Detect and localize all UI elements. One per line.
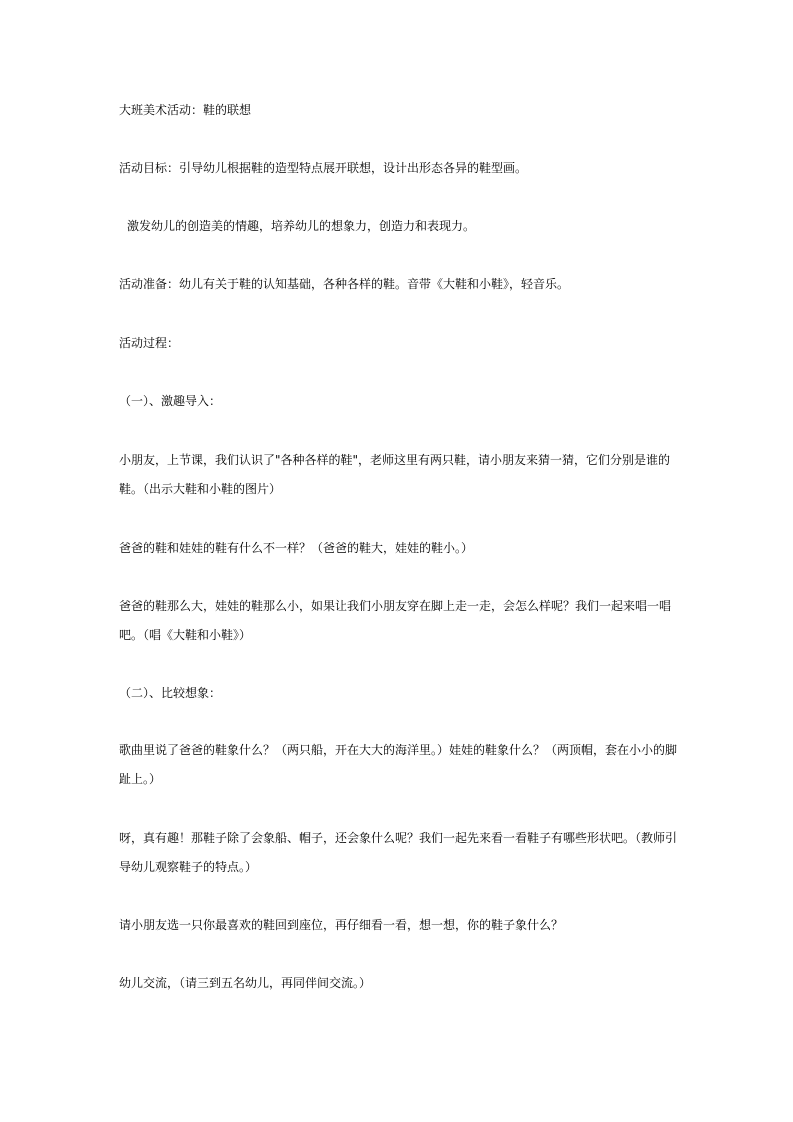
- paragraph-choose: 请小朋友选一只你最喜欢的鞋回到座位，再仔细看一看，想一想，你的鞋子象什么？: [119, 918, 564, 932]
- paragraph-preparation: 活动准备：幼儿有关于鞋的认知基础，各种各样的鞋。音带《大鞋和小鞋》，轻音乐。: [119, 277, 570, 291]
- paragraph-observe: 呀，真有趣！那鞋子除了会象船、帽子，还会象什么呢？我们一起先来看一看鞋子有哪些形状吧。（教师引导幼儿观察鞋子的特点。）: [119, 831, 678, 874]
- section-heading-2: （二）、比较想象：: [119, 686, 222, 700]
- paragraph-intro: 小朋友，上节课，我们认识了"各种各样的鞋"，老师这里有两只鞋，请小朋友来猜一猜，它们分别是谁的鞋。（出示大鞋和小鞋的图片）: [119, 453, 671, 496]
- paragraph-compare: 歌曲里说了爸爸的鞋象什么？（两只船，开在大大的海洋里。）娃娃的鞋象什么？（两顶帽，套在小小的脚趾上。）: [119, 743, 678, 786]
- paragraph-goal: 活动目标：引导幼儿根据鞋的造型特点展开联想，设计出形态各异的鞋型画。: [119, 161, 528, 175]
- paragraph-exchange: 幼儿交流，（请三到五名幼儿，再同伴间交流。）: [119, 976, 372, 990]
- section-heading-1: （一）、激趣导入：: [119, 394, 222, 408]
- paragraph-process-heading: 活动过程：: [119, 336, 180, 350]
- document-title: 大班美术活动：鞋的联想: [119, 103, 252, 117]
- paragraph-song: 爸爸的鞋那么大，娃娃的鞋那么小，如果让我们小朋友穿在脚上走一走，会怎么样呢？我们一起来唱一唱吧。（唱《大鞋和小鞋》）: [119, 599, 672, 642]
- paragraph-goal-2: 激发幼儿的创造美的情趣，培养幼儿的想象力，创造力和表现力。: [127, 219, 476, 233]
- paragraph-question-1: 爸爸的鞋和娃娃的鞋有什么不一样？（爸爸的鞋大，娃娃的鞋小。）: [119, 541, 474, 555]
